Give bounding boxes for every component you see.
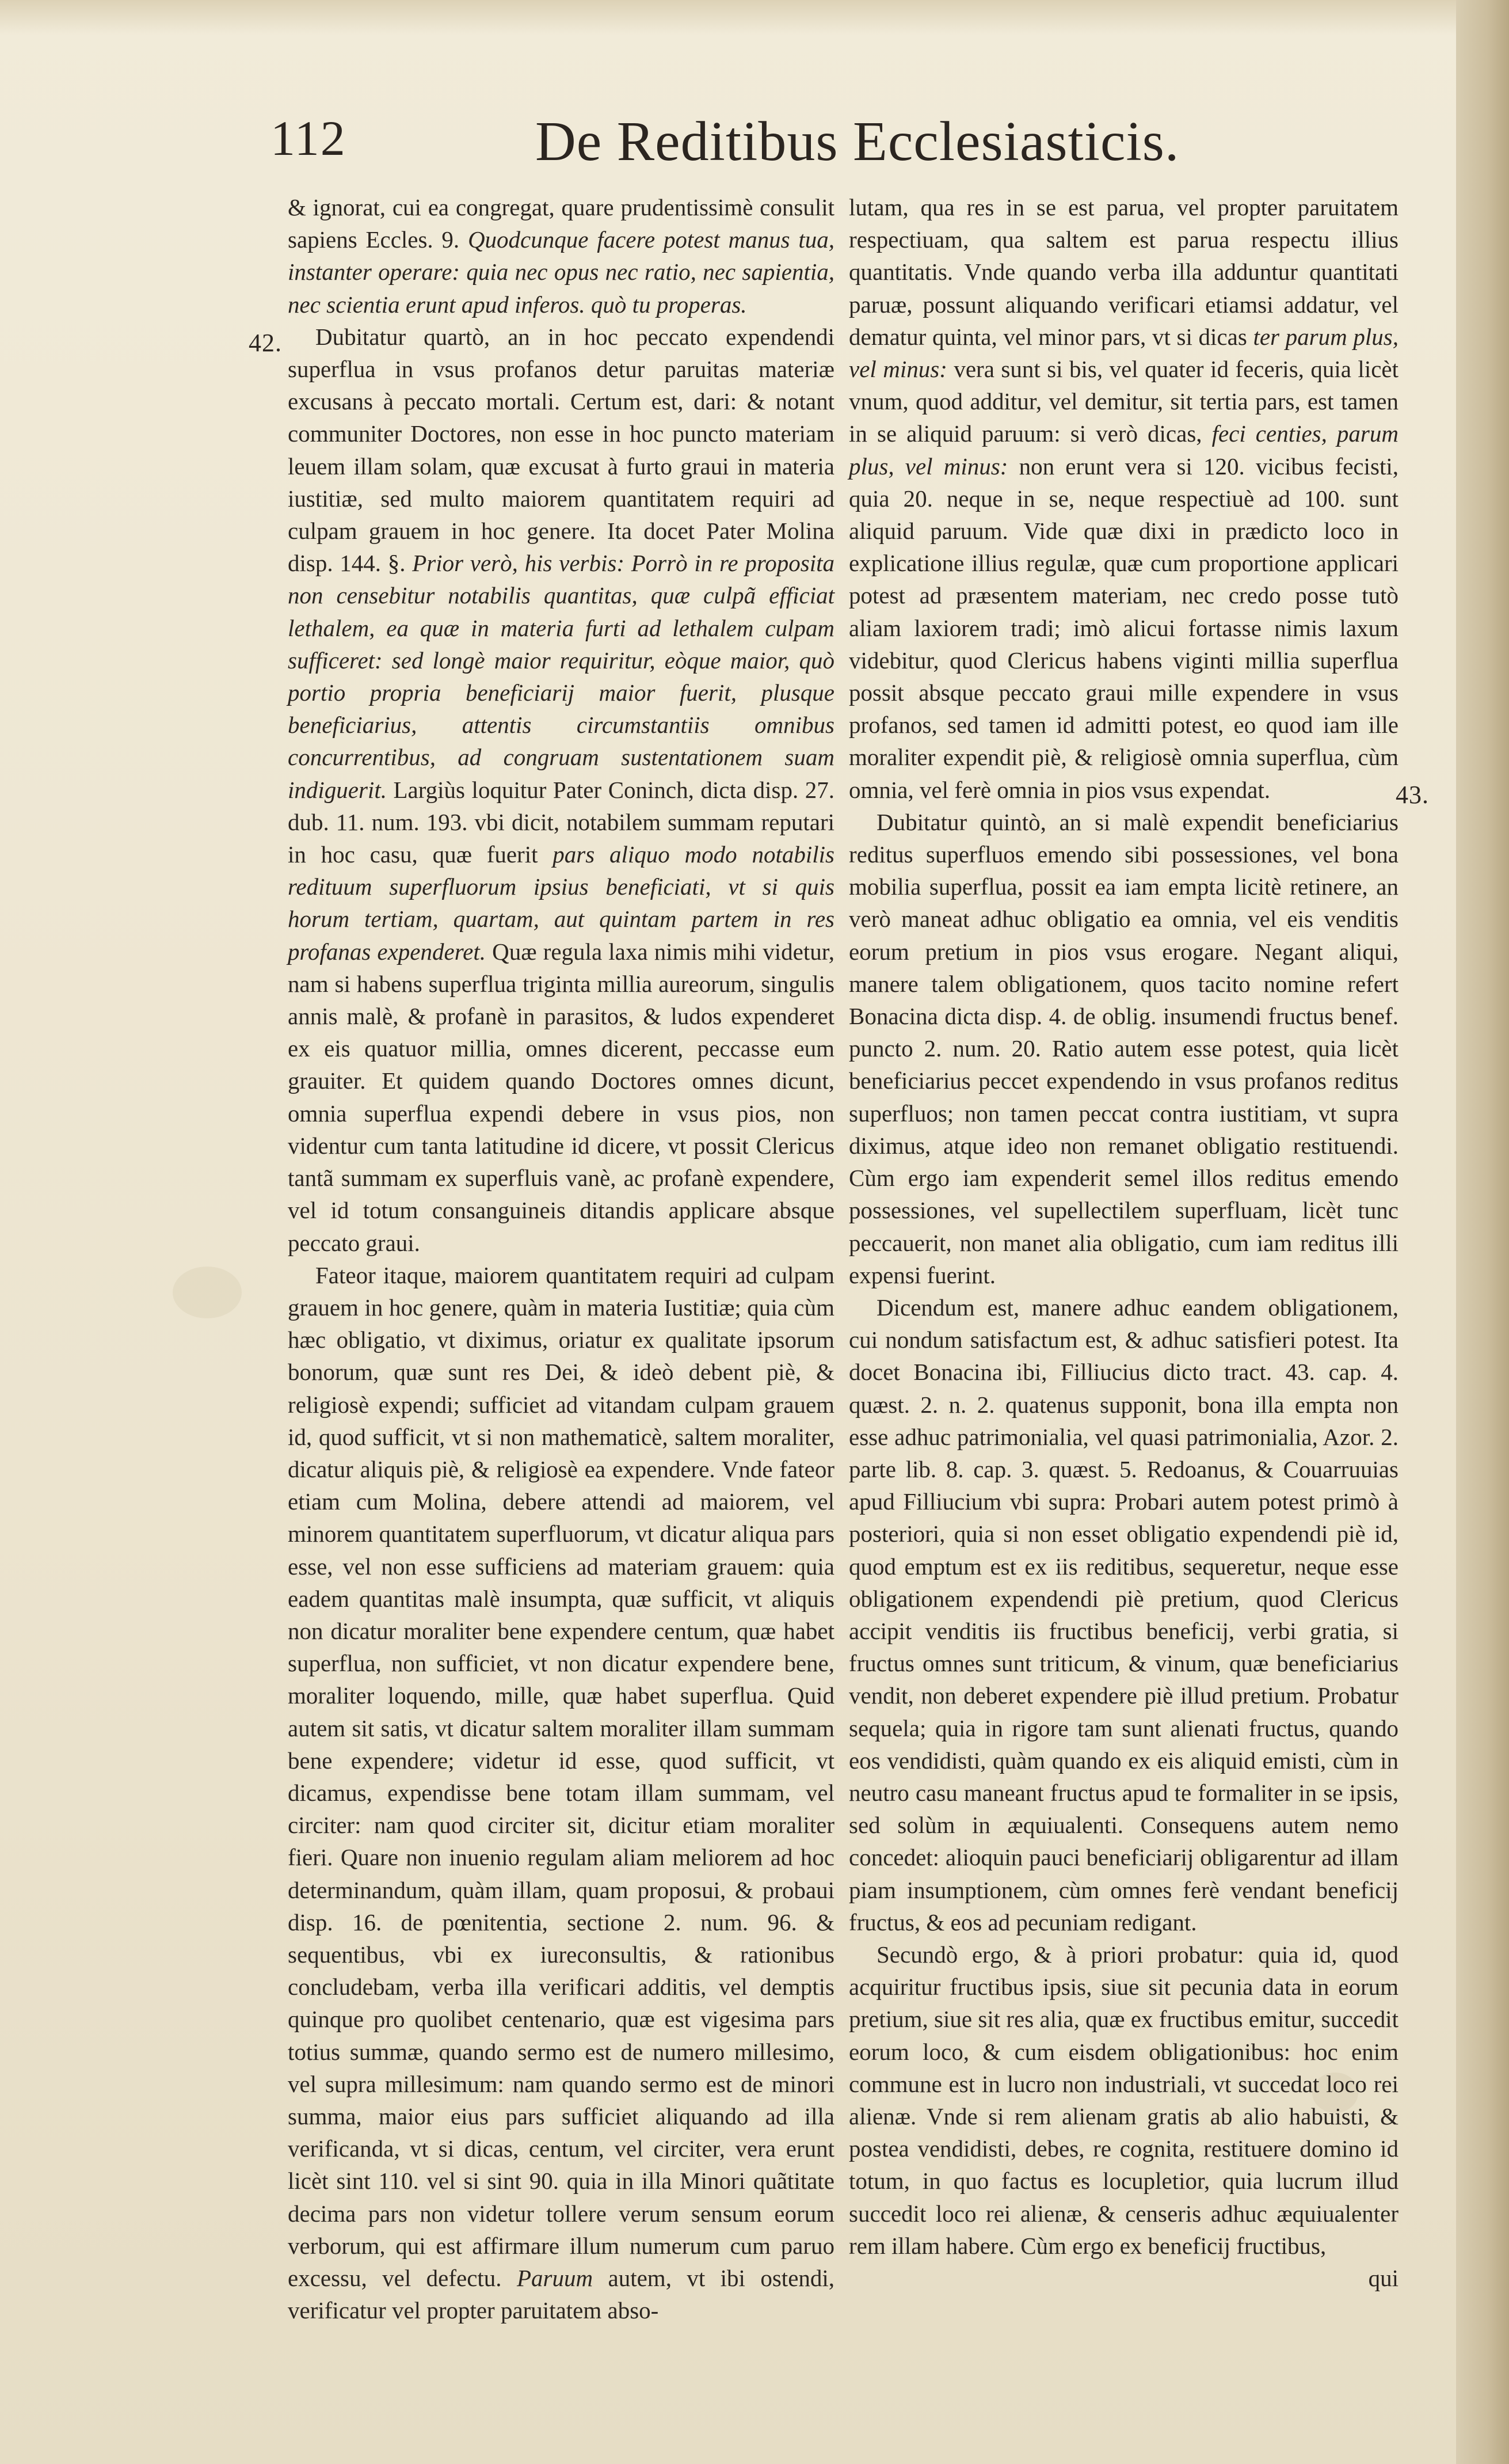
page-top-shadow — [0, 0, 1509, 35]
page-number: 112 — [270, 111, 346, 166]
text-run: non erunt vera si 120. vicibus fecisti, quia 20. neque in se, neque respectiuè ad 100. sunt aliquid paruum. Vide quæ dixi in prædicto loco in explicatione illius regulæ, quæ cum proportione applicari potest ad præsentem materiam, nec credo posse tutò aliam laxiorem tradi; imò alicui fortasse nimis laxum videbitur, quod Clericus habens viginti millia superflua possit absque peccato graui mille expendere in vsus profanos, sed tamen id admitti potest, eo quod iam ille moraliter expendit piè, & religiosè omnia superflua, cùm omnia, vel ferè omnia in pios vsus expendat. — [849, 453, 1399, 803]
paragraph — [288, 191, 834, 321]
italic-phrase: ter parum plus, vel minus: — [849, 323, 1399, 383]
text-run: Dubitatur quartò, an in hoc peccato expendendi superflua in vsus profanos detur paruitas materiæ excusans à peccato mortali. Certum est, dari: & notant communiter Doctores, non esse in hoc puncto materiam leuem illam solam, quæ excusat à furto graui in materia iustitiæ, sed multo maiorem quantitatem requiri ad culpam grauem in hoc genere. Ita docet Pater Molina disp. 144. §. — [288, 323, 834, 577]
text-run: lutam, qua res in se est parua, vel propter paruitatem respectiuam, qua saltem est parua respectu illius quantitatis. Vnde quando verba illa adduntur quantitati paruæ, possunt aliquando verificari etiamsi addatur, vel dematur quinta, vel minor pars, vt si dicas — [849, 194, 1399, 350]
paragraph — [288, 1259, 834, 2327]
quotation: Prior verò, his verbis: Porrò in re proposita non censebitur notabilis quantitas, quæ culpã efficiat lethalem, ea quæ in materia furti ad lethalem culpam sufficeret: sed longè maior requiritur, eòque maior, quò portio propria beneficiarij maior fuerit, plusque beneficiarius, attentis circumstantiis omnibus concurrentibus, ad congruam sustentationem suam indiguerit. — [288, 550, 834, 803]
text-run: Fateor itaque, maiorem quantitatem requiri ad culpam grauem in hoc genere, quàm in materia Iustitiæ; quia cùm hæc obligatio, vt diximus, oriatur ex qualitate ipsorum bonorum, quæ sunt res Dei, & ideò debent piè, & religiosè expendi; sufficiet ad vitandam culpam grauem id, quod sufficit, vt si non mathematicè, saltem moraliter, dicatur aliquis piè, & religiosè ea expendere. Vnde fateor etiam cum Molina, debere attendi ad maiorem, vel minorem quantitatem superfluorum, vt dicatur aliqua pars esse, vel non esse sufficiens ad materiam grauem: quia eadem quantitas malè insumpta, quæ sufficit, vt aliquis non dicatur moraliter bene expendere centum, quæ habet superflua, non sufficiet, vt non dicatur expendere bene, moraliter loquendo, mille, quæ habet superflua. Quid autem sit satis, vt dicatur saltem moraliter illam summam bene expendere; videtur id esse, quod sufficit, vt dicamus, expendisse bene totam illam summam, vel circiter: nam quod circiter sit, dicitur etiam moraliter fieri. Quare non inuenio regulam aliam meliorem ad hoc determinandum, quàm illam, quam proposui, & probaui disp. 16. de pœnitentia, sectione 2. num. 96. & sequentibus, vbi ex iureconsultis, & rationibus concludebam, verba illa verificari additis, vel demptis quinque pro quolibet centenario, quæ est vigesima pars totius summæ, quando sermo est de numero millesimo, vel supra millesimum: nam quando sermo est de minori summa, maior eius pars sufficiet aliquando ad illa verificanda, vt si dicas, centum, vel circiter, vera erunt licèt sint 110. vel si sint 90. quia in illa Minori quãtitate decima pars non videtur tollere verum sensum eorum verborum, qui est affirmare illum numerum cum paruo excessu, vel defectu. — [288, 1261, 834, 2291]
text-run: Dubitatur quintò, an si malè expendit beneficiarius reditus superfluos emendo sibi possessiones, vel bona mobilia superflua, possit ea iam empta licitè retinere, an verò maneat adhuc obligatio ea omnia, vel eis venditis eorum pretium in pios vsus erogare. Negant aliqui, manere talem obligationem, quos tacito nomine refert Bonacina dicta disp. 4. de oblig. insumendi fructus benef. puncto 2. num. 20. Ratio autem esse potest, quia licèt beneficiarius peccet expendendo in vsus profanos reditus superfluos; non tamen peccat contra iustitiam, vt supra diximus, atque ideo non remanet obligatio restituendi. Cùm ergo iam expenderit semel illos reditus emendo possessiones, vel supellectilem superfluam, licèt tunc peccauerit, non manet alia obligatio, cum iam reditus illi expensi fuerint. — [849, 808, 1399, 1288]
text-run: Dicendum est, manere adhuc eandem obligationem, cui nondum satisfactum est, & adhuc satisfieri potest. Ita docet Bonacina ibi, Filliucius dicto tract. 43. cap. 4. quæst. 2. n. 2. quatenus supponit, bona illa empta non esse adhuc patrimonialia, vel quasi patrimonialia, Azor. 2. parte lib. 8. cap. 3. quæst. 5. Redoanus, & Couarruuias apud Filliucium vbi supra: Probari autem potest primò à posteriori, quia si non esset obligatio expendendi piè id, quod emptum est ex iis reditibus, sequeretur, neque esse obligationem expendendi piè pretium, quod Clericus accipit venditis iis fructibus beneficij, verbi gratia, si fructus omnes sunt triticum, & vinum, quæ beneficiarius vendit, non deberet expendere piè illud pretium. Probatur sequela; quia in rigore tam sunt alienati fructus, quando eos vendidisti, quàm quando ex eis aliquid emisti, cùm in neutro casu maneant fructus apud te formaliter in se ipsis, sed solùm in æquiualenti. Consequens autem nemo concedet: alioquin pauci beneficiarij obligarentur ad illam piam insumptionem, cùm omnes ferè vendant beneficij fructus, & eos ad pecuniam redigant. — [849, 1294, 1399, 1936]
right-column — [849, 191, 1399, 2294]
page-header — [270, 109, 1278, 173]
left-column — [288, 191, 834, 2326]
text-run: Largiùs loquitur Pater Coninch, dicta disp. 27. dub. 11. num. 193. vbi dicit, notabilem summam reputari in hoc casu, quæ fuerit — [288, 776, 835, 868]
quotation: Quodcunque facere potest manus tua, instanter operare: quia nec opus nec ratio, nec sapientia, nec scientia erunt apud inferos. quò tu properas. — [288, 226, 834, 318]
catchword-line — [849, 2262, 1399, 2294]
text-run: autem, vt ibi ostendi, verificatur vel propter paruitatem abso- — [288, 2265, 835, 2324]
marginal-number-right: 43. — [1396, 781, 1429, 809]
text-run: & ignorat, cui ea congregat, quare prudentissimè consulit sapiens Eccles. 9. — [288, 194, 834, 253]
text-run: vera sunt si bis, vel quater id feceris, quia licèt vnum, quod additur, vel demitur, sit tertia pars, est tamen in se aliquid paruum: si verò dicas, — [849, 356, 1399, 447]
quotation: pars aliquo modo notabilis redituum superfluorum ipsius beneficiati, vt si quis horum tertiam, quartam, aut quintam partem in res profanas expenderet. — [288, 841, 834, 965]
paragraph — [849, 191, 1399, 806]
page-edge — [1456, 0, 1509, 2464]
paragraph — [849, 1291, 1399, 1938]
italic-phrase: feci centies, parum plus, vel minus: — [849, 420, 1399, 480]
italic-word: Paruum — [516, 2265, 593, 2291]
paper-stain — [173, 1267, 242, 1318]
paragraph — [849, 1938, 1399, 2262]
paragraph — [288, 321, 834, 1259]
marginal-number-left: 42. — [249, 329, 282, 357]
text-run: Quæ regula laxa nimis mihi videtur, nam si habens superflua triginta millia aureorum, singulis annis malè, & profanè in parasitos, & ludos expenderet ex eis quatuor millia, omnes dicerent, peccasse eum grauiter. Et quidem quando Doctores omnes dicunt, omnia superflua expendi debere in vsus pios, non videntur cum tanta latitudine id dicere, vt possit Clericus tantã summam ex superfluis vanè, ac profanè expendere, vel id totum consanguineis ditandis applicare absque peccato graui. — [288, 938, 834, 1256]
paragraph — [849, 806, 1399, 1291]
catchword: qui — [1368, 2265, 1399, 2291]
running-title: De Reditibus Ecclesiasticis. — [535, 111, 1180, 173]
text-run: Secundò ergo, & à priori probatur: quia id, quod acquiritur fructibus ipsis, siue sit pecunia data in eorum pretium, siue sit res alia, quæ ex fructibus emitur, succedit eorum loco, & cum eisdem obligationibus: hoc enim commune est in lucro non industriali, vt succedat loco rei alienæ. Vnde si rem alienam gratis ab alio habuisti, & postea vendidisti, debes, re cognita, restituere domino id totum, in quo factus es locupletior, quia lucrum illud succedit loco rei alienæ, & censeris adhuc æquiualenter rem illam habere. Cùm ergo ex beneficij fructibus, — [849, 1941, 1399, 2259]
